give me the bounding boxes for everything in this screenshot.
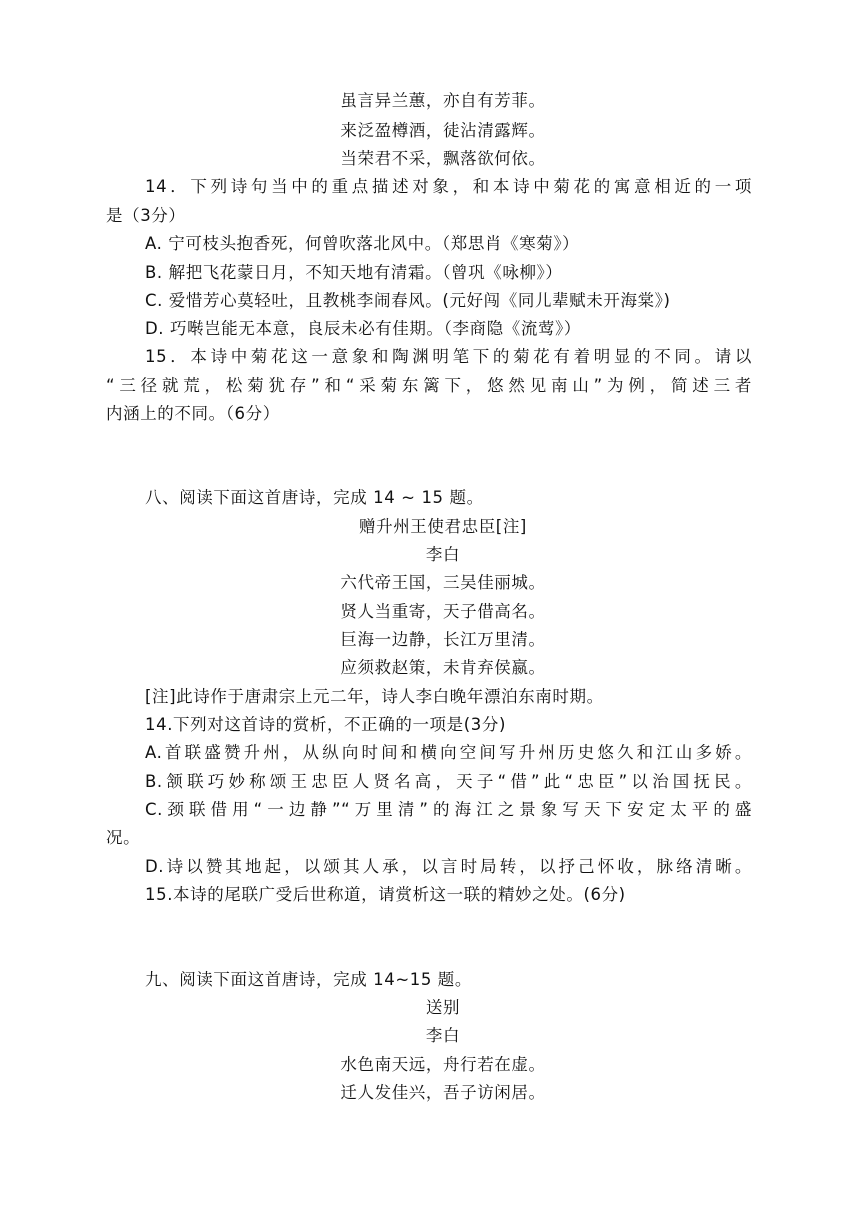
poem-line: 当荣君不采，飘落欲何依。: [340, 149, 546, 168]
option-c: C. 爱惜芳心莫轻吐，且教桃李闹春风。(元好闯《同儿辈赋未开海棠》): [145, 291, 671, 310]
question-15: 15.本诗的尾联广受后世称道，请赏析这一联的精妙之处。(6分): [145, 885, 626, 904]
poem-line: 虽言异兰蕙，亦自有芳菲。: [340, 91, 546, 110]
poem-author: 李白: [425, 1026, 461, 1045]
poem-line: 六代帝王国，三吴佳丽城。: [340, 573, 546, 592]
poem-title: 赠升州王使君忠臣[注]: [359, 517, 527, 536]
section-8-heading: 八、阅读下面这首唐诗，完成 14 ~ 15 题。: [145, 488, 484, 507]
question-14-line1: 14．下列诗句当中的重点描述对象，和本诗中菊花的寓意相近的一项: [145, 177, 752, 196]
option-d: D. 巧啭岂能无本意，良辰未必有佳期。（李商隐《流莺》）: [145, 319, 581, 338]
option-a: A.首联盛赞升州，从纵向时间和横向空间写升州历史悠久和江山多娇。: [145, 743, 752, 762]
option-a: A. 宁可枝头抱香死，何曾吹落北风中。（郑思肖《寒菊》）: [145, 234, 580, 253]
poem-line: 巨海一边静，长江万里清。: [340, 630, 546, 649]
question-14: 14.下列对这首诗的赏析，不正确的一项是(3分): [145, 715, 507, 734]
poem-line: 应须救赵策，未肯弃侯嬴。: [340, 658, 546, 677]
poem-line: 贤人当重寄，天子借高名。: [340, 602, 546, 621]
section-9-heading: 九、阅读下面这首唐诗，完成 14~15 题。: [145, 970, 473, 989]
poem-line: 迁人发佳兴，吾子访闲居。: [340, 1083, 546, 1102]
option-b: B. 解把飞花蒙日月，不知天地有清霜。（曾巩《咏柳》）: [145, 263, 563, 282]
question-14-line2: 是（3分）: [106, 206, 186, 225]
poem-title: 送别: [425, 998, 461, 1017]
option-b: B.颔联巧妙称颂王忠臣人贤名高，天子“借”此“忠臣”以治国抚民。: [145, 772, 752, 791]
poem-line: 来泛盈樽酒，徒沾清露辉。: [340, 121, 546, 140]
question-15-line3: 内涵上的不同。（6分）: [106, 404, 280, 423]
poem-note: [注]此诗作于唐肃宗上元二年，诗人李白晚年漂泊东南时期。: [145, 687, 604, 706]
option-d: D.诗以赞其地起，以颂其人承，以言时局转，以抒己怀收，脉络清晰。: [145, 857, 752, 876]
question-15-line1: 15．本诗中菊花这一意象和陶渊明笔下的菊花有着明显的不同。请以: [145, 347, 752, 366]
poem-line: 水色南天远，舟行若在虚。: [340, 1055, 546, 1074]
option-c-continuation: 况。: [106, 828, 141, 847]
question-15-line2: “三径就荒，松菊犹存”和“采菊东篱下，悠然见南山”为例，简述三者: [106, 376, 752, 395]
poem-author: 李白: [425, 545, 461, 564]
option-c: C.颈联借用“一边静”“万里清”的海江之景象写天下安定太平的盛: [145, 800, 752, 819]
